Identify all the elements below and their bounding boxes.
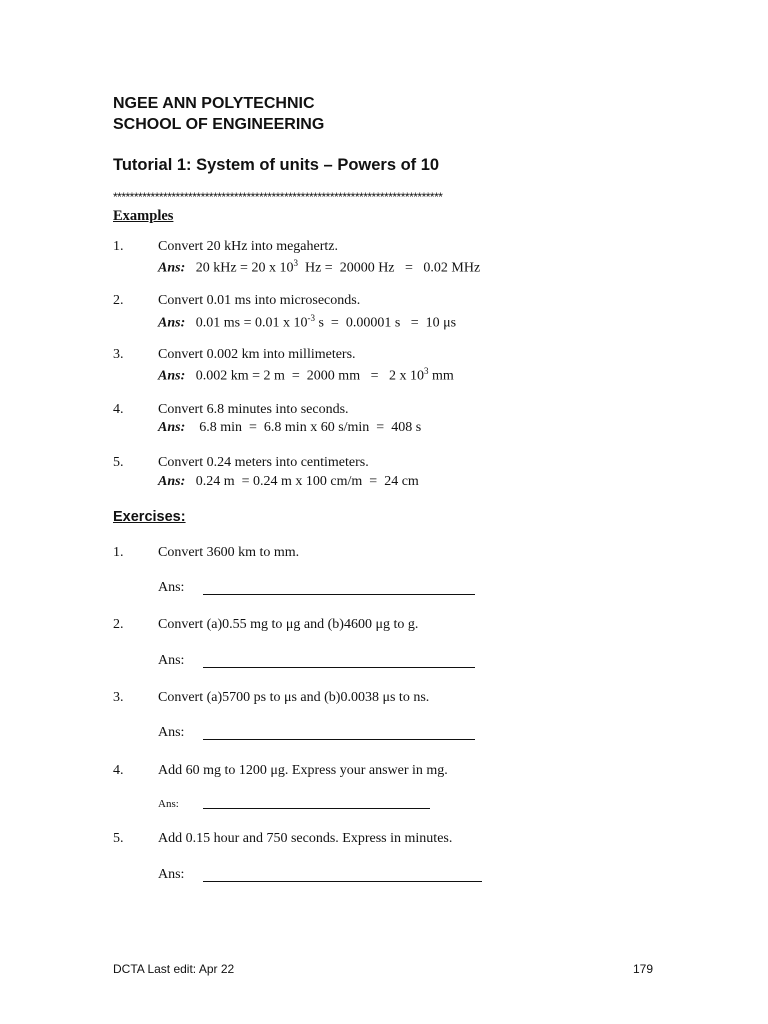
ans-label: Ans: — [158, 315, 186, 331]
school-name: SCHOOL OF ENGINEERING — [113, 116, 325, 133]
example-number: 4. — [113, 402, 124, 417]
example-answer — [158, 474, 419, 490]
exercise-question: Add 60 mg to 1200 μg. Express your answer in mg. — [158, 763, 448, 778]
answer-text: 6.8 min = 6.8 min x 60 s/min = 408 s — [195, 420, 422, 435]
answer-blank-line[interactable] — [203, 594, 475, 595]
example-question: Convert 20 kHz into megahertz. — [158, 239, 339, 254]
ans-label: Ans: — [158, 474, 186, 489]
answer-blank-line[interactable] — [203, 739, 475, 740]
example-question: Convert 6.8 minutes into seconds. — [158, 402, 349, 417]
exercise-question: Convert 3600 km to mm. — [158, 545, 300, 560]
example-answer — [158, 420, 421, 436]
answer-blank-line[interactable] — [203, 808, 430, 809]
example-question: Convert 0.002 km into millimeters. — [158, 347, 356, 362]
page-number: 179 — [633, 962, 654, 976]
exercise-number: 1. — [113, 545, 124, 560]
example-number: 3. — [113, 347, 124, 362]
examples-heading: Examples — [113, 208, 174, 224]
separator-line: ******************************************************************************* — [113, 190, 443, 204]
exercise-number: 3. — [113, 690, 124, 705]
answer-text: 0.01 ms = 0.01 x 10 — [195, 315, 308, 331]
answer-text-rest: Hz = 20000 Hz = 0.02 MHz — [297, 260, 481, 276]
answer-blank-line[interactable] — [203, 881, 482, 882]
answer-text: 20 kHz = 20 x 10 — [195, 260, 294, 276]
exercises-heading: Exercises: — [113, 509, 186, 525]
answer-blank-line[interactable] — [203, 667, 475, 668]
answer-label: Ans: — [158, 798, 179, 810]
exercise-number: 5. — [113, 831, 124, 846]
ans-label: Ans: — [158, 420, 186, 435]
example-answer — [158, 258, 480, 277]
exercise-number: 4. — [113, 763, 124, 778]
ans-label: Ans: — [158, 260, 186, 276]
example-answer — [158, 313, 456, 332]
answer-exponent: 3 — [423, 366, 429, 376]
institution-name: NGEE ANN POLYTECHNIC — [113, 95, 315, 112]
ans-label: Ans: — [158, 368, 186, 384]
footer-edit-note: DCTA Last edit: Apr 22 — [113, 962, 235, 976]
answer-exponent: 3 — [293, 258, 298, 268]
exercise-number: 2. — [113, 617, 124, 632]
answer-label: Ans: — [158, 580, 185, 595]
answer-label: Ans: — [158, 653, 185, 668]
example-number: 2. — [113, 293, 124, 308]
exercise-question: Add 0.15 hour and 750 seconds. Express in minutes. — [158, 831, 453, 846]
answer-text-rest: s = 0.00001 s = 10 μs — [314, 315, 457, 331]
answer-label: Ans: — [158, 725, 185, 740]
exercise-question: Convert (a)0.55 mg to μg and (b)4600 μg to g. — [158, 617, 419, 632]
answer-text: 0.002 km = 2 m = 2000 mm = 2 x 10 — [195, 368, 424, 384]
tutorial-title: Tutorial 1: System of units – Powers of 10 — [113, 156, 440, 174]
example-number: 5. — [113, 455, 124, 470]
answer-text: 0.24 m = 0.24 m x 100 cm/m = 24 cm — [195, 474, 419, 489]
exercise-question: Convert (a)5700 ps to μs and (b)0.0038 μs to ns. — [158, 690, 430, 705]
example-question: Convert 0.01 ms into microseconds. — [158, 293, 361, 308]
answer-exponent: -3 — [307, 313, 315, 323]
answer-label: Ans: — [158, 867, 185, 882]
example-number: 1. — [113, 239, 124, 254]
example-question: Convert 0.24 meters into centimeters. — [158, 455, 369, 470]
answer-text-rest: mm — [428, 368, 454, 384]
example-answer — [158, 366, 454, 385]
